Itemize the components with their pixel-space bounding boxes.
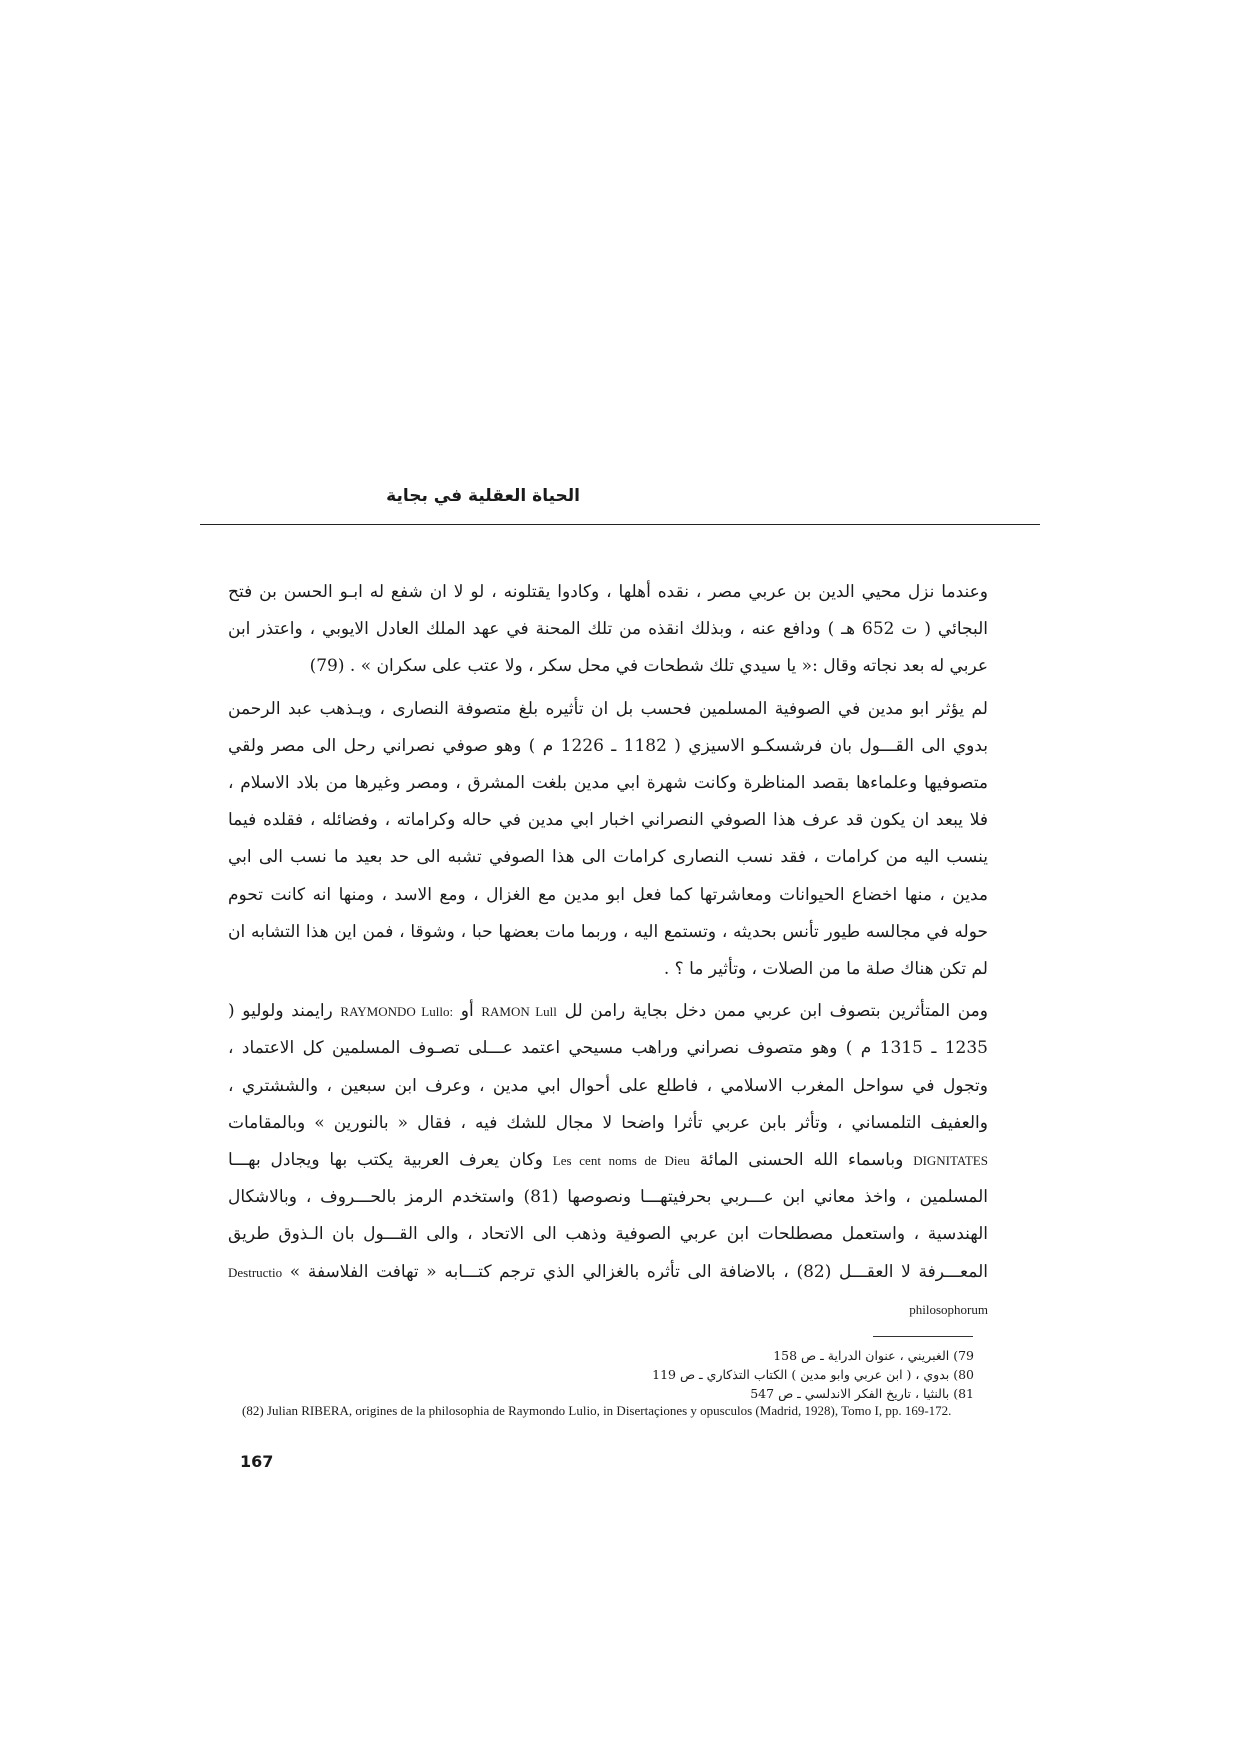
text-segment: رايمند ولوليو ( 1235 ـ 1315 م ) وهو متصوف نصراني وراهب مسيحي اعتمد عـــلى تصـوف المسلمين كل الاعتماد ، وتجول في سواحل المغرب الاسلامي ، فاطلع على أحوال ابي مدين ، وعرف ابن سبعين ، والششتري ، والعفيف التلمساني ، وتأثر بابن عربي تأثرا واضحا لا مجال للشك فيه ، فقال « بالنورين » وبالمقامات (228, 1001, 988, 1133)
paragraph (228, 574, 988, 686)
footnote-82: (82) Julian RIBERA, origines de la philosophia de Raymondo Lulio, in Disertaçiones y opusculos (Madrid, 1928), Tomo I, pp. 169-172. (242, 1403, 952, 1418)
paragraph (228, 993, 988, 1328)
latin-term: Les cent noms de Dieu (552, 1153, 690, 1169)
footnote-80: 80) بدوي ، ( ابن عربي وابو مدين ) الكتاب التذكاري ـ ص 119 (652, 1367, 974, 1382)
latin-term: Destructio philosophorum (228, 1264, 988, 1317)
body-text (228, 574, 988, 1333)
footnote-79: 79) الغبريني ، عنوان الدراية ـ ص 158 (773, 1348, 974, 1363)
text-segment: وعندما نزل محيي الدين بن عربي مصر ، نقده أهلها ، وكادوا يقتلونه ، لو لا ان شفع له ابـو الحسن بن فتح البجائي ( ت 652 هـ ) ودافع عنه ، وبذلك انقذه من تلك المحنة في عهد الملك العادل الايوبي ، واعتذر ابن عربي له بعد نجاته وقال :« يا سيدي تلك شطحات في محل سكر ، ولا عتب على سكران » . (79) (228, 582, 989, 677)
footnote-rule (873, 1336, 973, 1337)
text-segment: أو (453, 1001, 482, 1022)
footnote-81: 81) بالنثيا ، تاريخ الفكر الاندلسي ـ ص 547 (750, 1386, 974, 1401)
running-title: الحياة العقلية في بجاية (386, 486, 580, 506)
latin-term: DIGNITATES (913, 1153, 988, 1169)
latin-term: RAMON Lull (481, 1004, 557, 1020)
latin-term: RAYMONDO Lullo: (340, 1004, 454, 1020)
page-header (200, 478, 1040, 528)
footnotes (242, 1346, 982, 1419)
text-segment: لم يؤثر ابو مدين في الصوفية المسلمين فحسب بل ان تأثيره بلغ متصوفة النصارى ، ويـذهب عبد الرحمن بدوي الى القـــول بان فرشسكـو الاسيزي ( 1182 ـ 1226 م ) وهو صوفي نصراني رحل الى مصر ولقي متصوفيها وعلماءها بقصد المناظرة وكانت شهرة ابي مدين بلغت المشرق ، ومصر وغيرها من بلاد الاسلام ، فلا يبعد ان يكون قد عرف هذا الصوفي النصراني اخبار ابي مدين في حاله وكراماته ، وفضائله ، فقلده فيما ينسب اليه من كرامات ، فقد نسب النصارى كرامات الى هذا الصوفي تشبه الى حد بعيد ما نسب الى ابي مدين ، منها اخضاع الحيوانات ومعاشرتها كما فعل ابو مدين مع الغزال ، ومع الاسد ، ومنها انه كانت تحوم حوله في مجالسه طيور تأنس بحديثه ، وتستمع اليه ، وربما مات بعضها حبا ، وشوقا ، فمن اين هذا التشابه ان لم تكن هناك صلة ما من الصلات ، وتأثير ما ؟ . (228, 698, 988, 980)
page-number: 167 (240, 1452, 274, 1471)
text-segment: وباسماء الله الحسنى المائة (689, 1150, 914, 1171)
text-segment: وكان يعرف العربية يكتب بها ويجادل بهـــا المسلمين ، واخذ معاني ابن عـــربي بحرفيتهـــا ونصوصها (81) واستخدم الرمز بالحـــروف ، وبالاشكال الهندسية ، واستعمل مصطلحات ابن عربي الصوفية وذهب الى الاتحاد ، والى القـــول بان الـذوق طريق المعـــرفة لا العقـــل (82) ، بالاضافة الى تأثره بالغزالي الذي ترجم كتـــابه « تهافت الفلاسفة » (228, 1150, 988, 1282)
paragraph (228, 691, 988, 989)
header-rule (200, 524, 1040, 525)
text-segment: ومن المتأثرين بتصوف ابن عربي ممن دخل بجاية رامن لل (556, 1001, 988, 1022)
